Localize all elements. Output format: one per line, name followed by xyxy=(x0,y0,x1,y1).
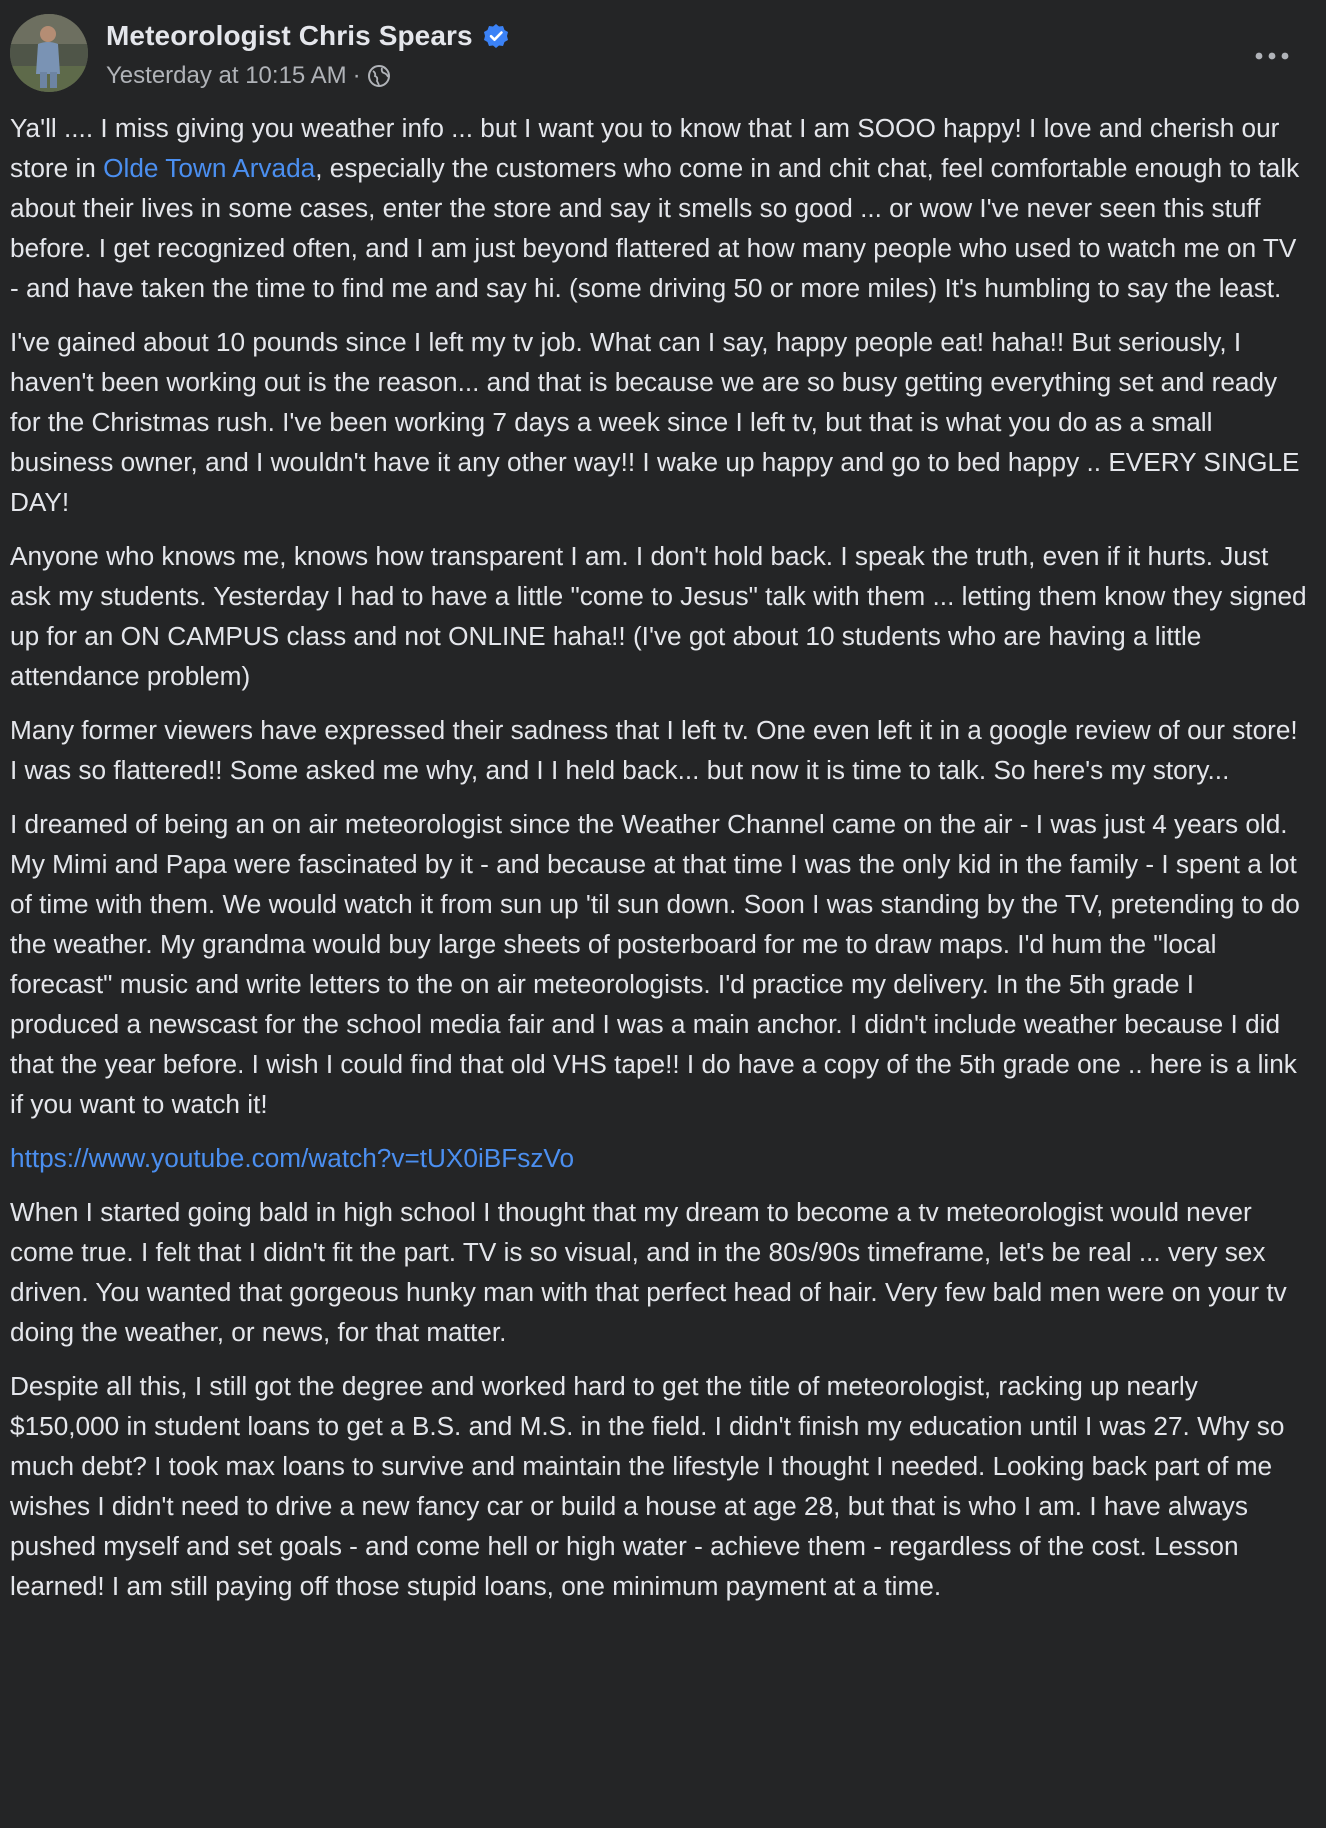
author-line xyxy=(106,18,509,54)
verified-badge-icon xyxy=(483,23,509,49)
post-paragraph-6: When I started going bald in high school I thought that my dream to become a tv meteorologist would never come true. I felt that I didn't fit the part. TV is so visual, and in the 80s/90s timeframe, let's be real ... very sex driven. You wanted that gorgeous hunky man with that perfect head of hair. Very few bald men were on your tv doing the weather, or news, for that matter. xyxy=(10,1197,1287,1347)
paragraph-text: , especially the customers who come in and chit chat, feel comfortable enough to talk about their lives in some cases, enter the store and say it smells so good ... or wow I've never seen this stuff before. I get recognized often, and I am just beyond flattered at how many people who used to watch me on TV - and have taken the time to find me and say hi. (some driving 50 or more miles) It's humbling to say the least. xyxy=(10,153,1300,303)
post-header xyxy=(10,14,1316,96)
more-options-icon xyxy=(1254,51,1290,61)
paragraph-text: Ya'll .... I miss giving you weather info ... but I want you to know that I am SOOO happy! I love and cherish our store in xyxy=(10,113,1280,183)
post-paragraph-4: Many former viewers have expressed their sadness that I left tv. One even left it in a google review of our store! I was so flattered!! Some asked me why, and I I held back... but now it is time to talk. So here's my story... xyxy=(10,715,1298,785)
post-paragraph-2: I've gained about 10 pounds since I left my tv job. What can I say, happy people eat! haha!! But seriously, I haven't been working out is the reason... and that is because we are so busy getting everything set and ready for the Christmas rush. I've been working 7 days a week since I left tv, but that is what you do as a small business owner, and I wouldn't have it any other way!! I wake up happy and go to bed happy .. EVERY SINGLE DAY! xyxy=(10,327,1300,517)
post-paragraph-3: Anyone who knows me, knows how transparent I am. I don't hold back. I speak the truth, even if it hurts. Just ask my students. Yesterday I had to have a little "come to Jesus" talk with them ... letting them know they signed up for an ON CAMPUS class and not ONLINE haha!! (I've got about 10 students who are having a little attendance problem) xyxy=(10,541,1307,691)
globe-icon xyxy=(367,64,391,88)
youtube-link-paragraph xyxy=(10,1138,1310,1178)
youtube-link[interactable]: https://www.youtube.com/watch?v=tUX0iBFszVo xyxy=(10,1143,575,1173)
post-body xyxy=(10,108,1310,1620)
location-link[interactable]: Olde Town Arvada xyxy=(103,153,316,183)
post-meta xyxy=(106,60,391,92)
author-name[interactable]: Meteorologist Chris Spears xyxy=(106,20,473,51)
post-paragraph-5: I dreamed of being an on air meteorologist since the Weather Channel came on the air - I was just 4 years old. My Mimi and Papa were fascinated by it - and because at that time I was the only kid in the family - I spent a lot of time with them. We would watch it from sun up 'til sun down. Soon I was standing by the TV, pretending to do the weather. My grandma would buy large sheets of posterboard for me to draw maps. I'd hum the "local forecast" music and write letters to the on air meteorologists. I'd practice my delivery. In the 5th grade I produced a newscast for the school media fair and I was a main anchor. I didn't include weather because I did that the year before. I wish I could find that old VHS tape!! I do have a copy of the 5th grade one .. here is a link if you want to watch it! xyxy=(10,809,1300,1119)
avatar-photo xyxy=(10,14,88,92)
post-paragraph-7: Despite all this, I still got the degree and worked hard to get the title of meteorologist, racking up nearly $150,000 in student loans to get a B.S. and M.S. in the field. I didn't finish my education until I was 27. Why so much debt? I took max loans to survive and maintain the lifestyle I thought I needed. Looking back part of me wishes I didn't need to drive a new fancy car or build a house at age 28, but that is who I am. I have always pushed myself and set goals - and come hell or high water - achieve them - regardless of the cost. Lesson learned! I am still paying off those stupid loans, one minimum payment at a time. xyxy=(10,1371,1285,1601)
author-avatar[interactable] xyxy=(10,14,88,92)
post-paragraph-1 xyxy=(10,108,1310,308)
post-timestamp[interactable]: Yesterday at 10:15 AM xyxy=(106,62,347,89)
meta-separator: · xyxy=(352,62,361,89)
more-options-button[interactable] xyxy=(1248,42,1296,70)
